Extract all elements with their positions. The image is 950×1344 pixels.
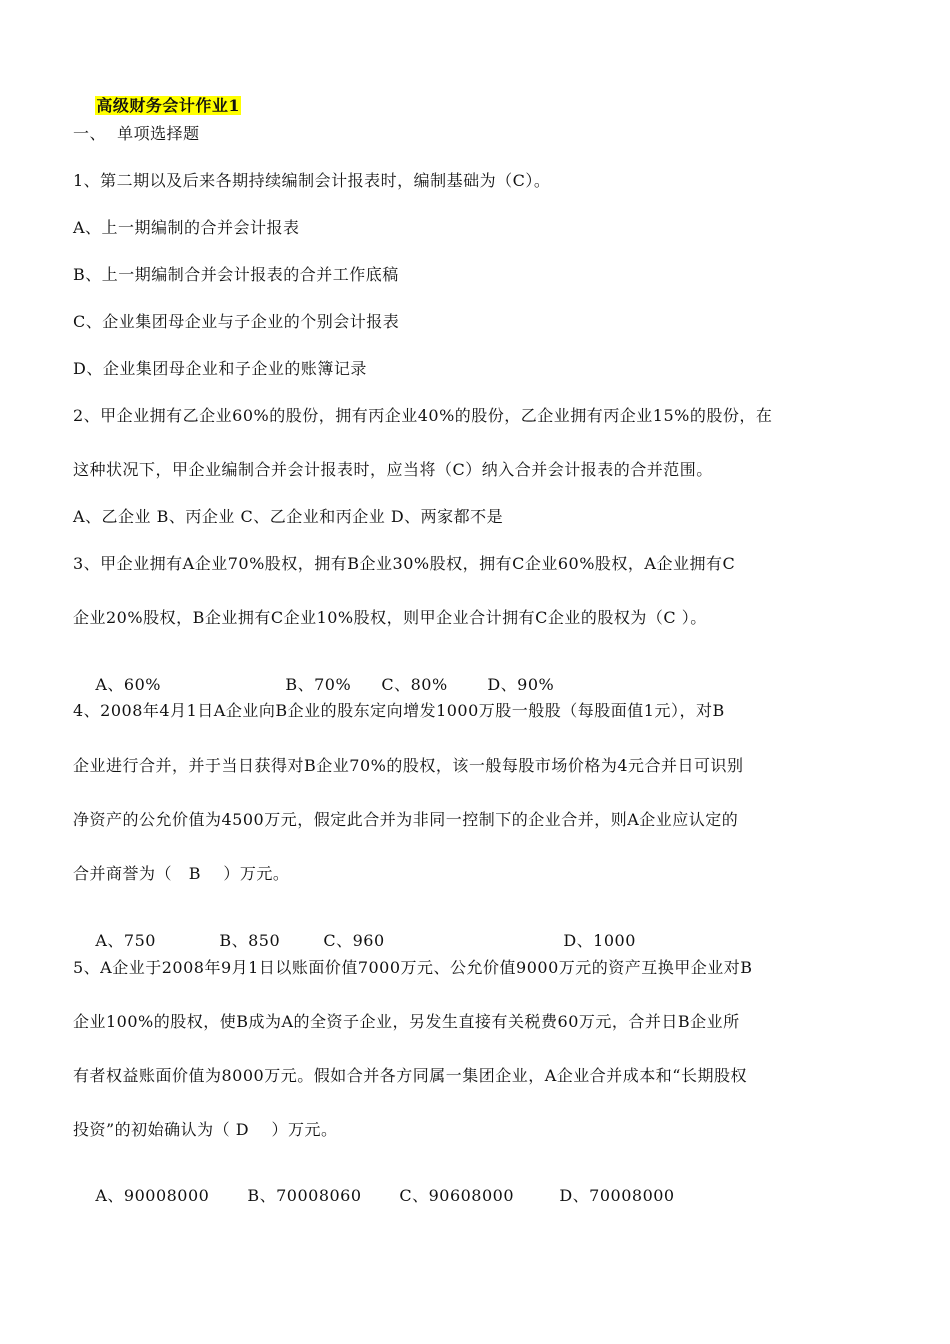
question-5-text-line-4: 投资”的初始确认为（ D ）万元。 — [73, 1120, 338, 1139]
question-1-option-c: C、企业集团母企业与子企业的个别会计报表 — [73, 312, 400, 331]
question-5-option-d: D、70008000 — [559, 1186, 675, 1205]
question-1-option-a: A、上一期编制的合并会计报表 — [73, 218, 300, 237]
question-5-option-c: C、90608000 — [399, 1186, 515, 1205]
question-5-text-line-1: 5、A企业于2008年9月1日以账面价值7000万元、公允价值9000万元的资产互换甲企业对B — [73, 958, 753, 977]
question-3-text-line-2: 企业20%股权，B企业拥有C企业10%股权，则甲企业合计拥有C企业的股权为（C ）。 — [73, 608, 707, 627]
question-3-option-c: C、80% — [381, 675, 448, 694]
question-2-text-line-1: 2、甲企业拥有乙企业60%的股份，拥有丙企业40%的股份，乙企业拥有丙企业15%的股份，在 — [73, 406, 773, 425]
question-4-text-line-1: 4、2008年4月1日A企业向B企业的股东定向增发1000万股一般股（每股面值1元），对B — [73, 701, 725, 720]
document-title: 高级财务会计作业1 — [96, 96, 240, 115]
question-1-option-d: D、企业集团母企业和子企业的账簿记录 — [73, 359, 367, 378]
question-5-text-line-2: 企业100%的股权，使B成为A的全资子企业，另发生直接有关税费60万元，合并日B企业所 — [73, 1012, 740, 1031]
question-4-text-line-2: 企业进行合并，并于当日获得对B企业70%的股权，该一般每股市场价格为4元合并日可识别 — [73, 756, 744, 775]
question-4-option-b: B、850 — [219, 931, 281, 950]
question-2-options: A、乙企业 B、丙企业 C、乙企业和丙企业 D、两家都不是 — [73, 507, 504, 526]
question-4-text-line-3: 净资产的公允价值为4500万元，假定此合并为非同一控制下的企业合并，则A企业应认定的 — [73, 810, 739, 829]
question-4-option-d: D、1000 — [563, 931, 636, 950]
question-5-text-line-3: 有者权益账面价值为8000万元。假如合并各方同属一集团企业，A企业合并成本和“长期股权 — [73, 1066, 747, 1085]
question-5-option-a: A、90008000 — [95, 1186, 210, 1205]
question-1-text: 1、第二期以及后来各期持续编制会计报表时，编制基础为（C）。 — [73, 171, 551, 190]
question-4-option-a: A、750 — [95, 931, 156, 950]
question-3-text-line-1: 3、甲企业拥有A企业70%股权，拥有B企业30%股权，拥有C企业60%股权，A企业拥有C — [73, 554, 736, 573]
question-5-options — [73, 1166, 675, 1226]
question-3-option-d: D、90% — [487, 675, 555, 694]
section-heading: 一、 单项选择题 — [73, 124, 200, 143]
question-2-text-line-2: 这种状况下，甲企业编制合并会计报表时，应当将（C）纳入合并会计报表的合并范围。 — [73, 460, 713, 479]
question-3-option-a: A、60% — [95, 675, 161, 694]
question-4-text-line-4: 合并商誉为（ B ）万元。 — [73, 864, 290, 883]
question-3-option-b: B、70% — [285, 675, 352, 694]
question-1-option-b: B、上一期编制合并会计报表的合并工作底稿 — [73, 265, 399, 284]
question-4-option-c: C、960 — [323, 931, 385, 950]
question-5-option-b: B、70008060 — [247, 1186, 362, 1205]
